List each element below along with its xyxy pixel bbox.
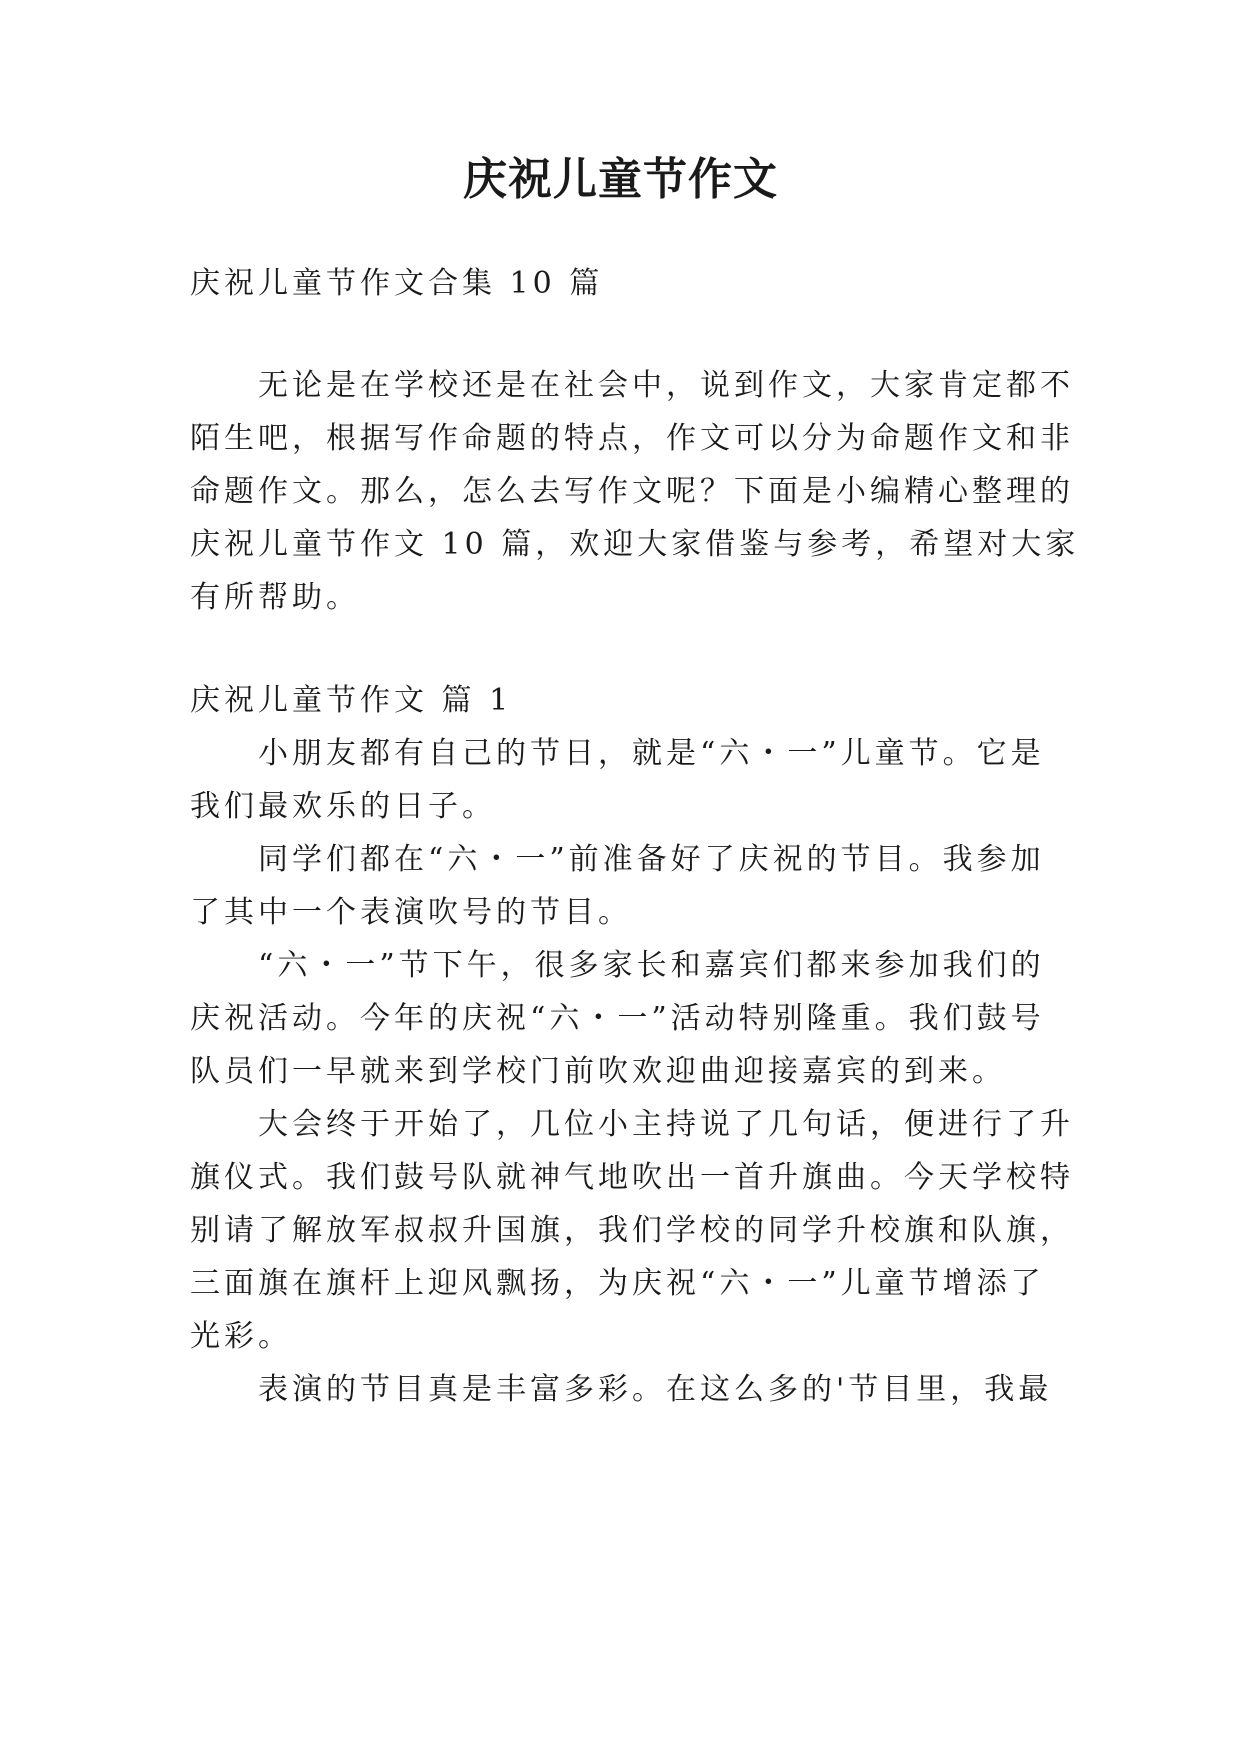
intro-line: 无论是在学校还是在社会中，说到作文，大家肯定都不 <box>258 368 1074 403</box>
body-line: 队员们一早就来到学校门前吹欢迎曲迎接嘉宾的到来。 <box>190 1054 1006 1089</box>
body-line: 了其中一个表演吹号的节目。 <box>190 895 632 930</box>
body-line: 大会终于开始了，几位小主持说了几句话，便进行了升 <box>258 1107 1074 1142</box>
section-heading: 庆祝儿童节作文 篇 1 <box>190 683 513 718</box>
body-line: 小朋友都有自己的节日，就是“六・一”儿童节。它是 <box>258 736 1045 771</box>
document-subtitle: 庆祝儿童节作文合集 10 篇 <box>190 266 604 301</box>
body-line: 旗仪式。我们鼓号队就神气地吹出一首升旗曲。今天学校特 <box>190 1160 1074 1195</box>
body-line: 光彩。 <box>190 1319 292 1354</box>
body-line: 三面旗在旗杆上迎风飘扬，为庆祝“六・一”儿童节增添了 <box>190 1266 1045 1301</box>
intro-line: 有所帮助。 <box>190 580 360 615</box>
intro-line: 命题作文。那么，怎么去写作文呢？下面是小编精心整理的 <box>190 474 1074 509</box>
intro-line: 陌生吧，根据写作命题的特点，作文可以分为命题作文和非 <box>190 421 1074 456</box>
intro-line: 庆祝儿童节作文 10 篇，欢迎大家借鉴与参考，希望对大家 <box>190 527 1080 562</box>
body-line: “六・一”节下午，很多家长和嘉宾们都来参加我们的 <box>258 948 1045 983</box>
body-line: 庆祝活动。今年的庆祝“六・一”活动特别隆重。我们鼓号 <box>190 1001 1045 1036</box>
body-line: 别请了解放军叔叔升国旗，我们学校的同学升校旗和队旗， <box>190 1213 1074 1248</box>
body-line: 我们最欢乐的日子。 <box>190 789 496 824</box>
document-title: 庆祝儿童节作文 <box>463 154 778 205</box>
body-line: 同学们都在“六・一”前准备好了庆祝的节目。我参加 <box>258 842 1045 877</box>
body-line: 表演的节目真是丰富多彩。在这么多的'节目里，我最 <box>258 1372 1053 1407</box>
